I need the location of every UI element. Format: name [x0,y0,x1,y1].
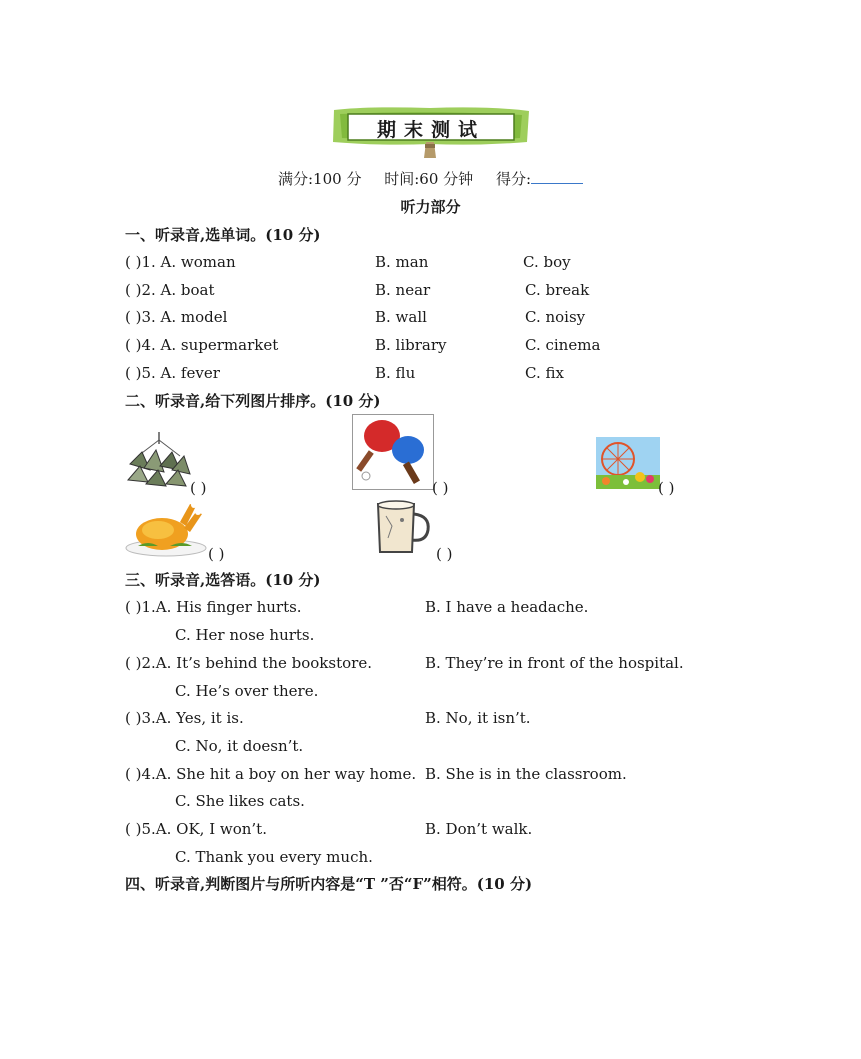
time-limit: 时间:60 分钟 [384,170,474,188]
full-score: 满分:100 分 [278,170,362,188]
roast-chicken-icon [124,500,208,558]
title-banner [330,104,532,160]
s1-option-b: B. man [375,253,429,271]
s3-answer-2[interactable]: ( )2.A. It’s behind the bookstore. [125,654,372,672]
ping-pong-icon [352,414,434,490]
s2-slot-3[interactable]: ( ) [658,479,675,497]
s3-answer-1[interactable]: ( )1.A. His finger hurts. [125,598,302,616]
s3-option-c: C. Her nose hurts. [175,626,315,644]
s3-answer-5[interactable]: ( )5.A. OK, I won’t. [125,820,267,838]
zongzi-icon [126,430,192,488]
s1-answer-5[interactable]: ( )5. A. fever [125,364,220,382]
s3-option-b: B. No, it isn’t. [425,709,531,727]
mug-icon [372,498,434,556]
s1-option-b: B. wall [375,308,427,326]
s1-answer-1[interactable]: ( )1. A. woman [125,253,236,271]
s1-option-c: C. cinema [525,336,601,354]
s3-option-b: B. They’re in front of the hospital. [425,654,684,672]
ferris-wheel-icon [596,437,660,489]
s1-option-b: B. flu [375,364,416,382]
s1-answer-2[interactable]: ( )2. A. boat [125,281,215,299]
banner-title: 期末测试 [376,119,485,141]
s2-slot-2[interactable]: ( ) [432,479,449,497]
s3-answer-3[interactable]: ( )3.A. Yes, it is. [125,709,244,727]
s3-option-c: C. He’s over there. [175,682,319,700]
s1-answer-3[interactable]: ( )3. A. model [125,308,228,326]
s3-option-c: C. She likes cats. [175,792,305,810]
part-title: 听力部分 [400,198,461,216]
score-blank[interactable] [531,169,583,184]
section3-title: 三、听录音,选答语。(10 分) [125,571,321,589]
s1-option-c: C. fix [525,364,564,382]
score-info [0,168,861,189]
s2-slot-4[interactable]: ( ) [208,545,225,563]
section2-title: 二、听录音,给下列图片排序。(10 分) [125,392,381,410]
s1-option-b: B. near [375,281,431,299]
s3-option-b: B. Don’t walk. [425,820,533,838]
score-field[interactable]: 得分: [496,170,583,188]
s3-option-b: B. She is in the classroom. [425,765,627,783]
s2-slot-5[interactable]: ( ) [436,545,453,563]
s1-answer-4[interactable]: ( )4. A. supermarket [125,336,279,354]
s3-option-c: C. Thank you every much. [175,848,373,866]
section1-title: 一、听录音,选单词。(10 分) [125,226,321,244]
s3-option-c: C. No, it doesn’t. [175,737,304,755]
s1-option-c: C. boy [523,253,571,271]
s1-option-b: B. library [375,336,447,354]
s2-slot-1[interactable]: ( ) [190,479,207,497]
s3-option-b: B. I have a headache. [425,598,589,616]
s1-option-c: C. break [525,281,590,299]
section4-title: 四、听录音,判断图片与所听内容是“T ”否“F”相符。(10 分) [125,875,533,893]
s1-option-c: C. noisy [525,308,586,326]
s3-answer-4[interactable]: ( )4.A. She hit a boy on her way home. [125,765,417,783]
